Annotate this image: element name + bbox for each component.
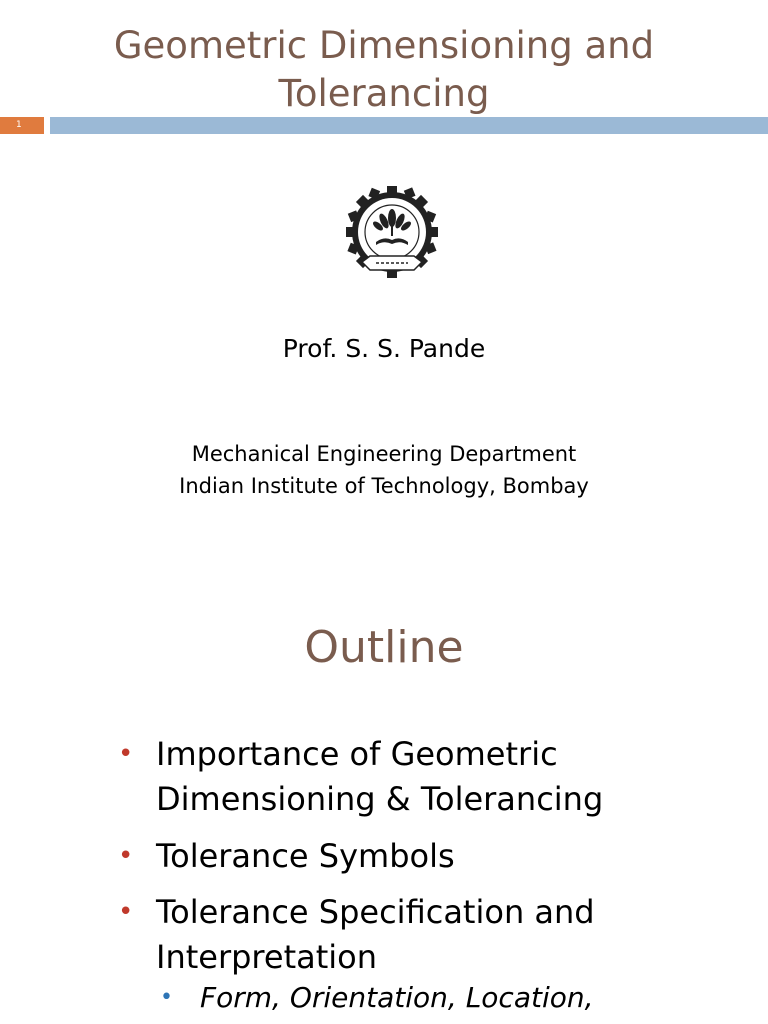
list-item-line2: Dimensioning & Tolerancing: [156, 780, 604, 818]
bullet-icon: •: [118, 841, 134, 871]
list-item-line2: Interpretation: [156, 938, 378, 976]
sub-list-item-text: Form, Orientation, Location,: [200, 981, 594, 1014]
slide-number: 1: [0, 117, 44, 134]
title-bar: [50, 117, 768, 134]
institute: Indian Institute of Technology, Bombay: [179, 474, 589, 498]
bullet-icon: •: [118, 739, 134, 769]
sub-bullet-icon: •: [160, 985, 173, 1010]
slide-title: [0, 22, 768, 118]
outline-title: Outline: [304, 622, 464, 673]
list-item-line1: Importance of Geometric: [156, 735, 558, 773]
slide-title-line2: Tolerancing: [278, 72, 490, 115]
institute-logo: [340, 184, 444, 284]
list-item-line1: Tolerance Specification and: [156, 893, 595, 931]
slide-title-line1: Geometric Dimensioning and: [113, 24, 655, 67]
list-item-line1: Tolerance Symbols: [156, 837, 455, 875]
department: Mechanical Engineering Department: [191, 442, 577, 466]
bullet-icon: •: [118, 897, 134, 927]
author-name: Prof. S. S. Pande: [282, 334, 486, 363]
outline-slide: [0, 600, 768, 1024]
affiliation: [0, 438, 768, 502]
